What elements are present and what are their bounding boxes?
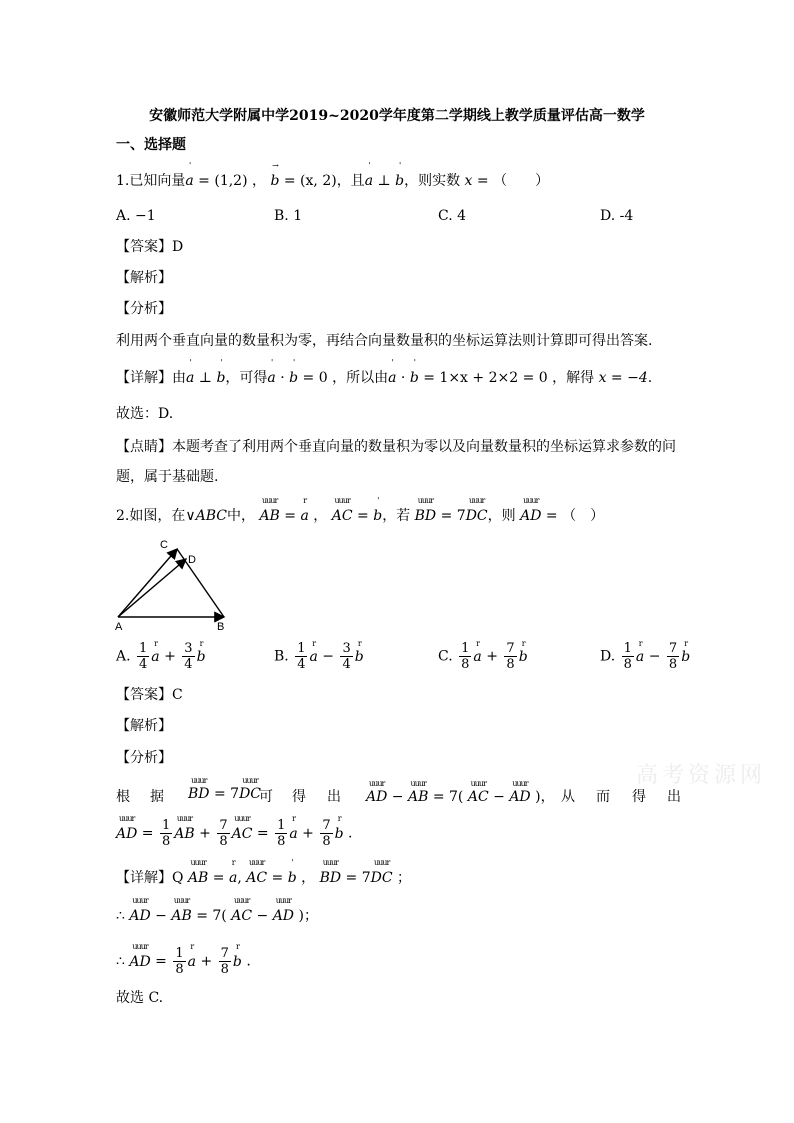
q2-step1: ∴ AD uuur − AB uuur = 7( AC uuur − AD uuur )；	[116, 896, 318, 924]
q2-step2: ∴ AD uuur = $\frac{1}{8}$ a r + $\frac{7}{8}$ b r .	[116, 941, 251, 977]
section-heading: 一、选择题	[116, 137, 186, 153]
q2-analysis-head: 【解析】	[116, 718, 172, 734]
q2-fenxi-expr1: BD uuur = 7DC uuur	[188, 776, 261, 802]
label-b: B	[217, 621, 225, 633]
q2-fenxi-word: 根	[116, 789, 130, 805]
q2-fenxi-word: 得	[632, 789, 646, 805]
q2-fenxi-word: 可	[259, 789, 273, 805]
q2-stem: 2.如图，在∨ABC中， AB uuur = a r ， AC uuur = b ' ，若 BD uuur = 7DC uuur ，则 AD uuur = （ ）	[116, 496, 605, 524]
q1-conclusion: 故选：D.	[116, 406, 174, 422]
q2-fenxi-word: 出	[667, 789, 681, 805]
q2-fenxi-expr2: AD uuur − AB uuur = 7( AC uuur − AD uuur )，	[366, 779, 555, 805]
q1-comment-line2: 题，属于基础题.	[116, 469, 219, 485]
q1-option-d: D. -4	[600, 208, 634, 224]
q1-detail: 【详解】由a ' ⊥ b ' ，可得a ' · b ' = 0 ，所以由a ' · b ' = 1×x + 2×2 = 0 ，解得 x = −4.	[116, 358, 653, 386]
q2-option-b: B. $\frac{1}{4}$ a r − $\frac{3}{4}$ b r	[274, 638, 364, 672]
q1-option-b: B. 1	[274, 208, 303, 224]
vector-ad-arrow	[118, 559, 186, 617]
q2-fenxi-word: 据	[150, 789, 164, 805]
q2-fenxi-formula: AD uuur = $\frac{1}{8}$ AB uuur + $\frac{7}{8}$ AC uuur = $\frac{1}{8}$ a r + $\frac{7}{8}$ b r .	[116, 813, 353, 849]
segment-cb	[177, 549, 224, 617]
q1-analysis-head: 【解析】	[116, 270, 172, 286]
q1-option-c: C. 4	[438, 208, 467, 224]
watermark: 高考资源网	[636, 763, 767, 788]
label-c: C	[160, 539, 168, 551]
vector-a: a '	[185, 161, 194, 189]
q2-option-d: D. $\frac{1}{8}$ a r − $\frac{7}{8}$ b r	[600, 638, 691, 672]
q2-fenxi-word: 从	[561, 789, 575, 805]
q2-answer: 【答案】C	[116, 687, 183, 703]
q2-fenxi-word: 得	[292, 789, 306, 805]
q1-fenxi-head: 【分析】	[116, 301, 172, 317]
q1-stem: 1.已知向量a ' = (1,2) ， b → = (x, 2)，且a ' ⊥ b ' ，则实数 x = （ ）	[116, 161, 550, 189]
vector-b: b →	[270, 161, 280, 189]
q1-answer: 【答案】D	[116, 239, 184, 255]
q2-detail: 【详解】Q AB uuur = a r , AC uuur = b ' ， BD uuur = 7DC uuur ；	[116, 858, 412, 886]
vector-ac-arrow	[118, 549, 177, 617]
label-d: D	[188, 554, 196, 566]
q2-conclusion: 故选 C.	[116, 990, 164, 1006]
label-a: A	[115, 621, 123, 633]
page-title: 安徽师范大学附属中学2019~2020学年度第二学期线上教学质量评估高一数学	[149, 108, 645, 124]
q2-fenxi-head: 【分析】	[116, 750, 172, 766]
q1-option-a: A. −1	[116, 208, 156, 224]
q1-fenxi-text: 利用两个垂直向量的数量积为零，再结合向量数量积的坐标运算法则计算即可得出答案.	[116, 333, 653, 349]
q2-option-a: A. $\frac{1}{4}$ a r + $\frac{3}{4}$ b r	[116, 638, 206, 672]
triangle-figure	[110, 535, 240, 635]
q1-comment-line1: 【点睛】本题考查了利用两个垂直向量的数量积为零以及向量数量积的坐标运算求参数的问	[116, 439, 676, 455]
q2-fenxi-word: 出	[327, 789, 341, 805]
q2-fenxi-word: 而	[596, 789, 610, 805]
q2-option-c: C. $\frac{1}{8}$ a r + $\frac{7}{8}$ b r	[438, 638, 528, 672]
